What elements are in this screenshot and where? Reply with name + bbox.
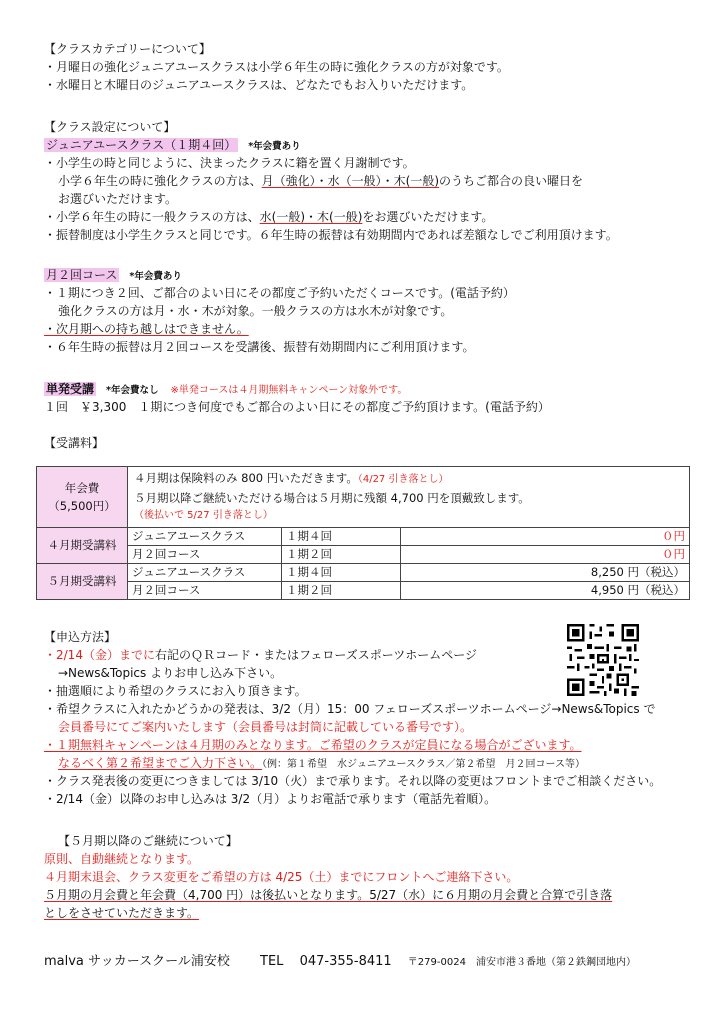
annual-label-cell <box>37 467 128 528</box>
may-class-2: 月２回コース <box>128 582 282 600</box>
may-period-2: １期２回 <box>282 582 401 600</box>
school-name: malva サッカースクール浦安校 <box>44 954 230 969</box>
junior-line-5: ・振替制度は小学生クラスと同じです。６年生時の振替は有効期間内であれば差額なしでご利用頂けます。 <box>44 228 618 242</box>
annual-detail-cell <box>128 467 690 528</box>
settings-section <box>44 118 694 244</box>
twice-note: *年会費あり <box>129 271 182 282</box>
annual-row <box>37 467 690 528</box>
fees-heading: 【受講料】 <box>44 436 105 450</box>
continue-heading: 【５月期以降のご継続について】 <box>58 834 238 848</box>
address: 〒279-0024 浦安市港３番地（第２鉄鋼団地内） <box>407 957 636 968</box>
table-row <box>37 528 690 546</box>
twice-line-2: 強化クラスの方は月・水・木が対象。一般クラスの方は水木が対象です。 <box>58 304 453 318</box>
may-price-2: 4,950 円（税込） <box>401 582 690 600</box>
single-note: *年会費なし <box>106 385 159 396</box>
may-label: ５月期受講料 <box>37 564 128 600</box>
junior-note: *年会費あり <box>248 141 301 152</box>
junior-line-4 <box>44 208 694 226</box>
apply-line-4: ・希望クラスに入れたかどうかの発表は、3/2（月）15：00 フェローズスポーツホームページ→News&Topics で <box>44 702 656 716</box>
table-row <box>37 582 690 600</box>
junior-line-4a: ・小学６年生の時に一般クラスの方は、 <box>44 210 260 224</box>
apply-line-8: ・クラス発表後の変更につきましては 3/10（火）まで承ります。それ以降の変更はフロントまでご相談ください。 <box>44 774 662 788</box>
fees-table <box>36 466 690 600</box>
fees-heading-wrap <box>44 434 694 452</box>
junior-title-line <box>44 136 694 154</box>
table-row <box>37 564 690 582</box>
continue-line-1: 原則、自動継続となります。 <box>44 852 200 866</box>
continue-line-3: ５月期の月会費と年会費（4,700 円）は後払いとなります。5/27（水）に６月期の月会費と合算で引き落 <box>44 888 613 902</box>
annual-line-1-text: ４月期は保険料のみ 800 円いただきます。 <box>134 471 358 485</box>
twice-line-3: ・次月期への持ち越しはできません。 <box>44 322 249 336</box>
junior-line-2b: 月（強化）・水（一般）・木(一般) <box>261 174 440 188</box>
twice-section <box>44 266 694 356</box>
apply-line-5: 会員番号にてご案内いたします（会員番号は封筒に記載している番号です）。 <box>58 720 473 734</box>
april-price-1: ０円 <box>401 528 690 546</box>
junior-line-1: ・小学生の時と同じように、決まったクラスに籍を置く月謝制です。 <box>44 156 415 170</box>
continue-line-4: としをさせていただきます。 <box>44 906 200 920</box>
category-heading: 【クラスカテゴリーについて】 <box>44 42 211 56</box>
april-class-2: 月２回コース <box>128 546 282 564</box>
tel-number[interactable]: 047-355-8411 <box>299 954 392 969</box>
junior-line-2 <box>44 172 694 190</box>
junior-line-4c: をお選びいただけます。 <box>362 210 494 224</box>
twice-line-1: ・１期につき２回、ご都合のよい日にその都度ご予約いただくコースです。(電話予約） <box>44 286 515 300</box>
apply-line-6: ・１期無料キャンペーンは４月期のみとなります。ご希望のクラスが定員になる場合がございます。 <box>44 738 582 752</box>
category-section <box>44 40 694 94</box>
may-price-1: 8,250 円（税込） <box>401 564 690 582</box>
annual-line-3: （後払いで 5/27 引き落とし） <box>134 510 273 521</box>
tel-label: TEL <box>260 954 284 969</box>
settings-heading: 【クラス設定について】 <box>44 120 176 134</box>
apply-heading: 【申込方法】 <box>44 630 117 644</box>
annual-line-2: ５月期以降ご継続いただける場合は５月期に残額 4,700 円を頂戴致します。 <box>134 491 530 505</box>
continue-line-2: ４月期末退会、クラス変更をご希望の方は 4/25（土）までにフロントへご連絡下さい。 <box>44 870 519 884</box>
single-line-1: １回 ￥3,300 １期につき何度でもご都合のよい日にその都度ご予約頂けます。(電話予約） <box>44 400 550 414</box>
april-price-2: ０円 <box>401 546 690 564</box>
apply-line-7-red: なるべく第２希望までご入力下さい。 <box>58 756 263 770</box>
apply-line-7 <box>44 754 694 772</box>
category-item-2: ・水曜日と木曜日のジュニアユースクラスは、どなたでもお入りいただけます。 <box>44 78 474 92</box>
single-section <box>44 380 694 416</box>
qr-code-icon[interactable] <box>567 624 639 696</box>
category-item-1: ・月曜日の強化ジュニアユースクラスは小学６年生の時に強化クラスの方が対象です。 <box>44 60 509 74</box>
april-class-1: ジュニアユースクラス <box>128 528 282 546</box>
footer <box>44 950 636 969</box>
annual-label: 年会費 <box>64 481 100 495</box>
junior-line-2c: のうちご都合の良い曜日を <box>439 174 584 188</box>
single-title: 単発受講 <box>46 382 95 396</box>
may-class-1: ジュニアユースクラス <box>128 564 282 582</box>
junior-line-4b: 水(一般)・木(一般) <box>259 210 363 224</box>
junior-line-3: お選びいただけます。 <box>58 192 178 206</box>
single-red-note: ※単発コースは４月期無料キャンペーン対象外です。 <box>170 385 408 396</box>
continue-section <box>44 832 694 922</box>
apply-line-3: ・抽選順により希望のクラスにお入り頂きます。 <box>44 684 307 698</box>
apply-line-1-deadline: ・2/14（金）までに <box>44 648 155 662</box>
junior-title: ジュニアユースクラス（１期４回） <box>46 138 237 152</box>
annual-line-1 <box>134 469 683 489</box>
twice-title: 月２回コース <box>46 268 118 282</box>
annual-line-1-red: （4/27 引き落とし） <box>357 474 449 485</box>
april-label: ４月期受講料 <box>37 528 128 564</box>
april-period-2: １期２回 <box>282 546 401 564</box>
twice-title-line <box>44 266 694 284</box>
apply-line-1-text: 右記のＱＲコード・またはフェローズスポーツホームページ <box>154 648 478 662</box>
twice-line-4: ・６年生時の振替は月２回コースを受講後、振替有効期間内にご利用頂けます。 <box>44 340 475 354</box>
apply-line-2: →News&Topics よりお申し込み下さい。 <box>58 666 283 680</box>
may-period-1: １期４回 <box>282 564 401 582</box>
april-period-1: １期４回 <box>282 528 401 546</box>
junior-line-2a: 小学６年生の時に強化クラスの方は、 <box>58 174 262 188</box>
apply-line-9: ・2/14（金）以降のお申し込みは 3/2（月）よりお電話で承ります（電話先着順）。 <box>44 792 497 806</box>
apply-line-7-note: （例：第１希望 水ジュニアユースクラス／第２希望 月２回コース等） <box>262 759 586 770</box>
table-row <box>37 546 690 564</box>
single-title-line <box>44 380 694 398</box>
annual-amount: （5,500円） <box>48 499 116 513</box>
